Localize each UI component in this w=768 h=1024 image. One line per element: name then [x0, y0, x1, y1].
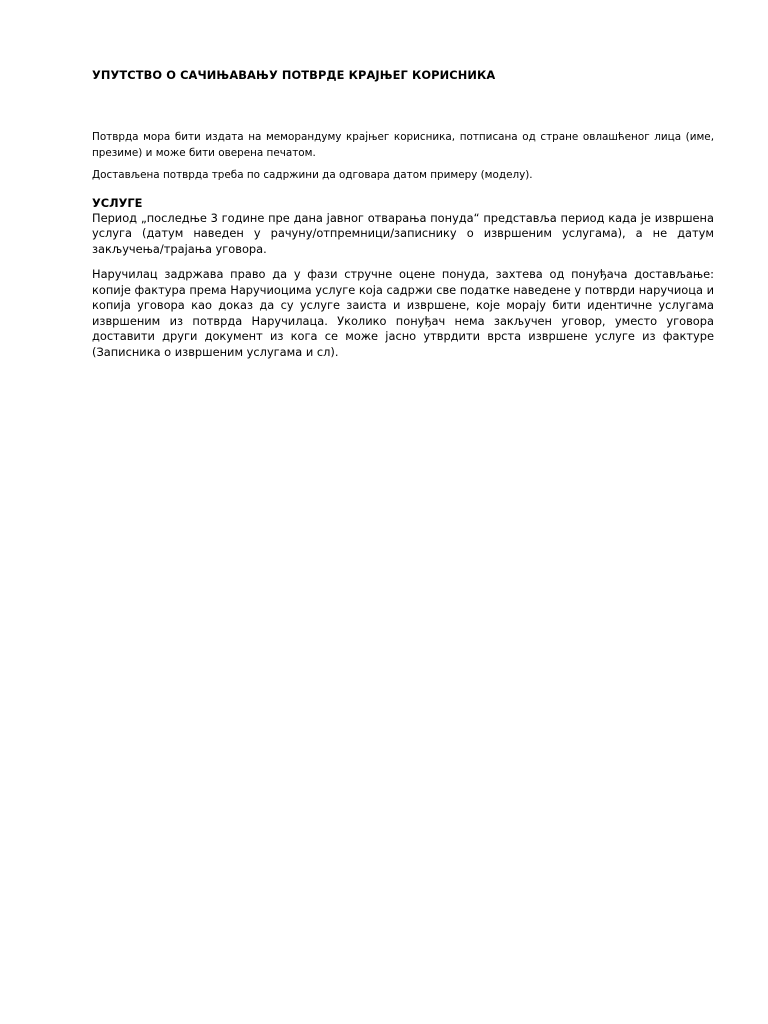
document-content [92, 68, 714, 360]
section-heading-services: УСЛУГЕ [92, 195, 143, 210]
services-paragraph-period: Период „последње 3 године пре дана јавног отварања понуда“ представља период када је извршена услуга (датум наведен у рачуну/отпремници/записнику о извршеним услугама), а не датум закључења/трајања уговора. [92, 210, 714, 256]
document-title: УПУТСТВО О САЧИЊАВАЊУ ПОТВРДЕ КРАЈЊЕГ КОРИСНИКА [92, 68, 496, 82]
intro-paragraph-signature: Потврда мора бити издата на меморандуму крајњег корисника, потписана од стране овлашћеног лица (име, презиме) и може бити оверена печатом. [92, 131, 714, 159]
intro-paragraph-model: Достављена потврда треба по садржини да одговара датом примеру (моделу). [92, 169, 533, 181]
services-paragraph-documents: Наручилац задржава право да у фази стручне оцене понуда, захтева од понуђача достављање: копије фактура према Наручиоцима услуге која садржи све податке наведене у потврди наручиоца и копија уговора као доказ да су услуге заиста и извршене, које морају бити идентичне услугама извршеним из потврда Наручилаца. Уколико понуђач нема закључен уговор, уместо уговора доставити други документ из кога се може јасно утврдити врста извршене услуге из фактуре (Записника о извршеним услугама и сл). [92, 267, 714, 359]
